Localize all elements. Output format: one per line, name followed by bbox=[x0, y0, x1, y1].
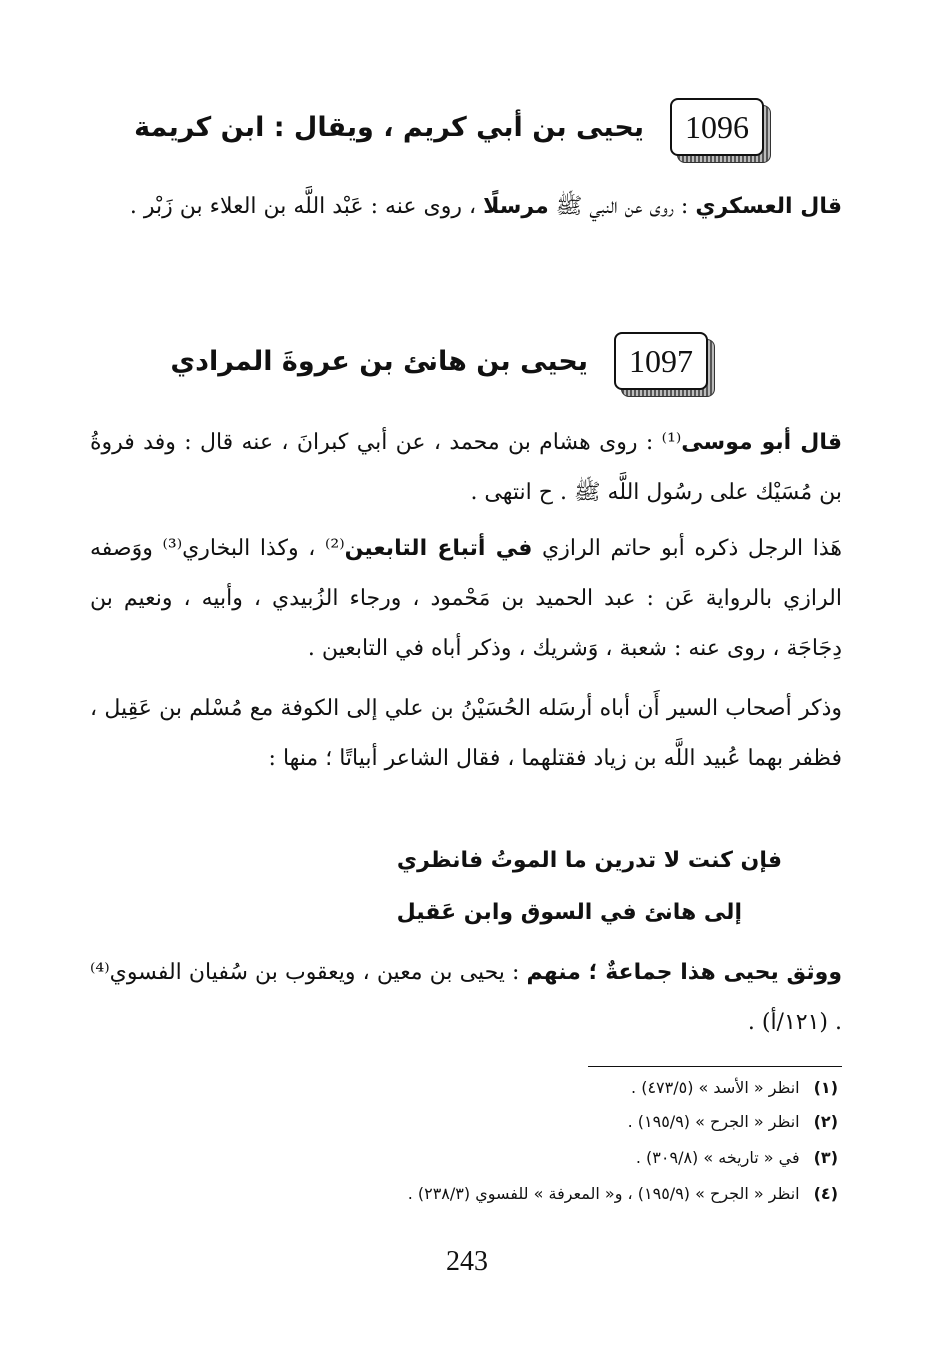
paragraph bbox=[90, 524, 842, 674]
footnote bbox=[631, 1076, 838, 1100]
entry-title: يحيى بن هانئ بن عروةَ المرادي bbox=[170, 345, 588, 377]
paragraph bbox=[90, 948, 842, 1048]
entry-number-box: 1097 bbox=[614, 332, 708, 390]
text-run: قال العسكري bbox=[695, 194, 842, 219]
footnote-divider bbox=[588, 1066, 842, 1067]
entry-number-box: 1096 bbox=[670, 98, 764, 156]
text-run: : روى عن النبي ﷺ bbox=[548, 194, 696, 219]
entry-title: يحيى بن أبي كريم ، ويقال : ابن كريمة bbox=[134, 111, 644, 143]
text-run: ⁽²⁾ ، وكذا البخاري⁽³⁾ ووَصفه الرازي بالرواية عَن : عبد الحميد بن مَحْمود ، ورجاء الزُبيدي ، وأبيه ، ونعيم بن دِجَاجَة ، روى عنه : شعبة ، وَشريك ، وذكر أباه في التابعين . bbox=[90, 536, 842, 661]
text-run: ⁽¹⁾ : روى هشام بن محمد ، عن أبي كبرانَ ، عنه قال : وفد فروةُ بن مُسَيْك على رسُول اللَّه ﷺ . ح انتهى . bbox=[90, 430, 842, 505]
text-run: مرسلًا bbox=[483, 194, 549, 219]
text-run: في أتباع التابعين bbox=[344, 536, 533, 561]
verse-line: فإن كنت لا تدرين ما الموتُ فانظري bbox=[396, 848, 782, 873]
text-run: هَذا الرجل ذكره أبو حاتم الرازي bbox=[532, 536, 842, 561]
footnote-number: (١) bbox=[813, 1078, 838, 1097]
footnote-number: (٢) bbox=[813, 1112, 838, 1131]
footnote-text: انظر « الجرح » (١٩٥/٩) . bbox=[627, 1112, 800, 1131]
footnote-text: انظر « الجرح » (١٩٥/٩) ، و« المعرفة » للفسوي (٢٣٨/٣) . bbox=[407, 1184, 800, 1203]
footnote-text: في « تاريخه » (٣٠٩/٨) . bbox=[635, 1148, 800, 1167]
paragraph bbox=[90, 684, 842, 784]
text-run: ، روى عنه : عَبْد اللَّه بن العلاء بن زَبْر . bbox=[129, 194, 484, 219]
footnote-number: (٤) bbox=[813, 1184, 838, 1203]
paragraph bbox=[90, 418, 842, 518]
footnote bbox=[636, 1146, 838, 1170]
page-number: 243 bbox=[446, 1246, 488, 1277]
verse-line: إلى هانئ في السوق وابن عَقيل bbox=[396, 900, 742, 925]
footnote bbox=[408, 1182, 838, 1206]
text-run: وذكر أصحاب السير أَن أباه أرسَله الحُسَيْنُ بن علي إلى الكوفة مع مُسْلم بن عَقِيل ، فظفر بهما عُبيد اللَّه بن زياد فقتلهما ، فقال الشاعر أبياتًا ؛ منها : bbox=[90, 696, 842, 771]
footnote-number: (٣) bbox=[813, 1148, 838, 1167]
text-run: : يحيى بن معين ، ويعقوب بن سُفيان الفسوي⁽⁴⁾ . (١٢١/أ) . bbox=[90, 960, 842, 1035]
text-run: قال أبو موسى bbox=[681, 430, 842, 455]
footnote bbox=[628, 1110, 838, 1134]
footnote-text: انظر « الأسد » (٤٧٣/٥) . bbox=[631, 1078, 800, 1097]
paragraph bbox=[90, 182, 842, 232]
entry-heading-1097 bbox=[170, 332, 708, 390]
text-run: ووثق يحيى هذا جماعةٌ ؛ منهم bbox=[526, 960, 842, 985]
entry-heading-1096 bbox=[134, 98, 764, 156]
